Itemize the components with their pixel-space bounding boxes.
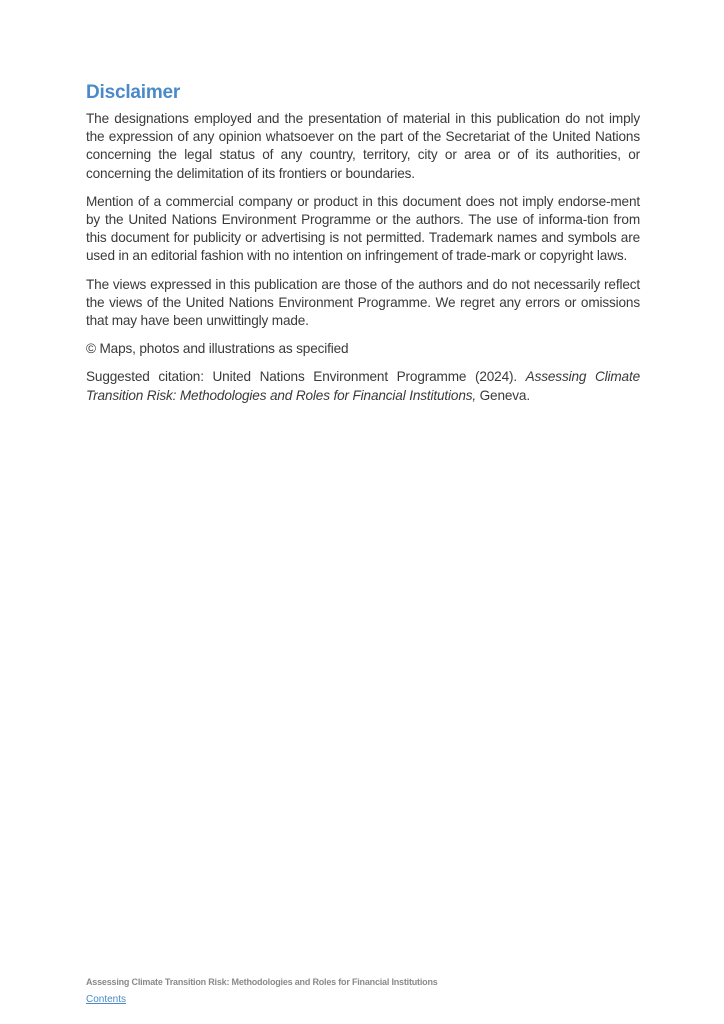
page-footer <box>86 976 646 1007</box>
footer-document-title: Assessing Climate Transition Risk: Methodologies and Roles for Financial Institutions <box>86 977 438 987</box>
citation-prefix: Suggested citation: United Nations Environment Programme (2024). <box>86 369 526 385</box>
disclaimer-paragraph-views: The views expressed in this publication are those of the authors and do not necessarily reflect the views of the United Nations Environment Programme. We regret any errors or omissions that may have been unwittingly made. <box>86 276 640 329</box>
page-title: Disclaimer <box>86 82 181 103</box>
disclaimer-paragraph-commercial: Mention of a commercial company or product in this document does not imply endorse-ment by the United Nations Environment Programme or the authors. The use of informa-tion from this document for publicity or advertising is not permitted. Trademark names and symbols are used in an editorial fashion with no intention on infringement of trade-mark or copyright laws. <box>86 193 640 264</box>
citation-title: Assessing Climate Transition Risk: Methodologies and Roles for Financial Institutions, <box>86 369 640 403</box>
suggested-citation <box>86 368 640 404</box>
contents-link[interactable]: Contents <box>86 994 127 1005</box>
citation-suffix: Geneva. <box>476 387 530 403</box>
copyright-line: © Maps, photos and illustrations as specified <box>86 341 349 357</box>
disclaimer-paragraph-designations: The designations employed and the presentation of material in this publication do not imply the expression of any opinion whatsoever on the part of the Secretariat of the United Nations concerning the legal status of any country, territory, city or area or of its authorities, or concerning the delimitation of its frontiers or boundaries. <box>86 111 640 181</box>
disclaimer-section <box>86 82 640 415</box>
